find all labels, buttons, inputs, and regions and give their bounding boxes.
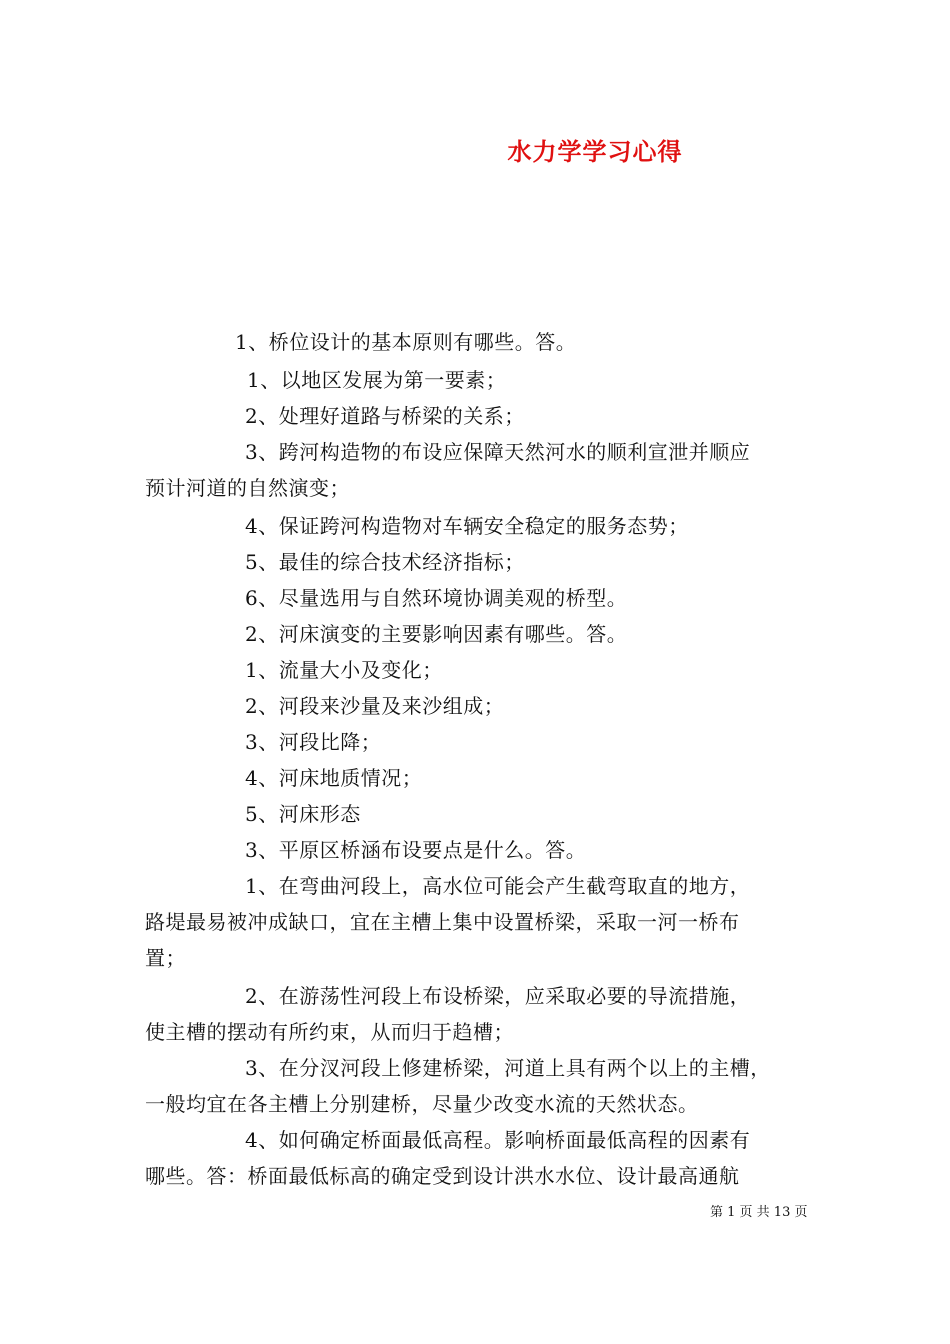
text-line: 3、河段比降；	[245, 730, 382, 754]
text-line: 使主槽的摆动有所约束，从而归于趋槽；	[145, 1020, 514, 1044]
text-line: 4、如何确定桥面最低高程。影响桥面最低高程的因素有	[245, 1128, 751, 1152]
text-line: 3、平原区桥涵布设要点是什么。答。	[245, 838, 587, 862]
text-line: 3、在分汊河段上修建桥梁，河道上具有两个以上的主槽，	[245, 1056, 771, 1080]
text-line: 一般均宜在各主槽上分别建桥，尽量少改变水流的天然状态。	[145, 1092, 699, 1116]
text-line: 预计河道的自然演变；	[145, 476, 350, 500]
text-line: 5、最佳的综合技术经济指标；	[245, 550, 525, 574]
text-line: 3、跨河构造物的布设应保障天然河水的顺利宣泄并顺应	[245, 440, 751, 464]
text-line: 路堤最易被冲成缺口，宜在主槽上集中设置桥梁，采取一河一桥布	[145, 910, 740, 934]
text-line: 哪些。答：桥面最低标高的确定受到设计洪水水位、设计最高通航	[145, 1164, 740, 1188]
page-number: 第 1 页 共 13 页	[710, 1205, 808, 1220]
text-line: 2、河段来沙量及来沙组成；	[245, 694, 505, 718]
text-line: 1、流量大小及变化；	[245, 658, 443, 682]
document-title: 水力学学习心得	[507, 137, 683, 166]
text-line: 2、河床演变的主要影响因素有哪些。答。	[245, 622, 628, 646]
text-line: 1、以地区发展为第一要素；	[247, 368, 507, 392]
text-line: 2、处理好道路与桥梁的关系；	[245, 404, 525, 428]
text-line: 1、在弯曲河段上，高水位可能会产生截弯取直的地方，	[245, 874, 751, 898]
text-line: 6、尽量选用与自然环境协调美观的桥型。	[245, 586, 628, 610]
text-line: 5、河床形态	[245, 802, 361, 826]
text-line: 4、保证跨河构造物对车辆安全稳定的服务态势；	[245, 514, 689, 538]
text-line: 1、桥位设计的基本原则有哪些。答。	[235, 330, 577, 354]
text-line: 置；	[145, 946, 186, 970]
text-line: 4、河床地质情况；	[245, 766, 423, 790]
text-line: 2、在游荡性河段上布设桥梁，应采取必要的导流措施，	[245, 984, 751, 1008]
